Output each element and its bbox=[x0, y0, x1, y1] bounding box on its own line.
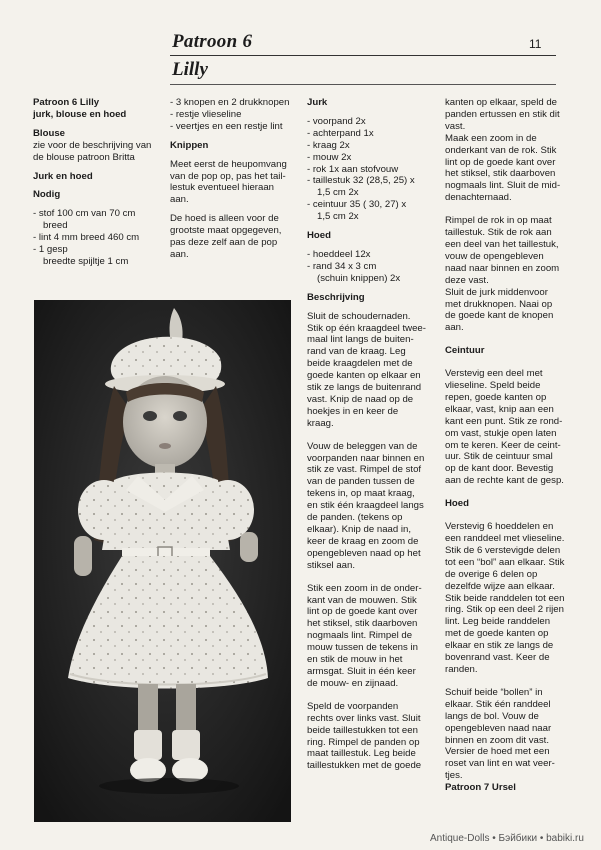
text-line: maat taillestuk. Leg beide bbox=[307, 748, 416, 760]
cut-item: - hoeddeel 12x bbox=[307, 248, 371, 260]
text-line: de mouw- en zijnaad. bbox=[307, 677, 399, 689]
text-line: om te keren. Keer de ceint- bbox=[445, 439, 561, 451]
text-line: beide kraagdelen met de bbox=[307, 358, 413, 370]
text-line: kant van de mouwen. Stik bbox=[307, 594, 417, 606]
text-line: aan de rechte kant de gesp. bbox=[445, 475, 564, 487]
page-subtitle: Lilly bbox=[172, 59, 208, 80]
belt bbox=[122, 548, 210, 557]
text-line: Sluit de schoudernaden. bbox=[307, 310, 411, 322]
column-3 bbox=[307, 97, 437, 772]
jurk-hoed-heading: Jurk en hoed bbox=[33, 170, 93, 182]
text-line: ring. Stik op een deel 2 rijen bbox=[445, 604, 564, 616]
text-line: en stik één kraagdeel langs bbox=[307, 500, 424, 512]
text-line: aan. bbox=[445, 322, 464, 334]
paragraph bbox=[307, 583, 437, 690]
text-line: roset van lint en wat veer- bbox=[445, 758, 555, 770]
paragraph bbox=[445, 215, 575, 334]
text-line: de goede kant de knopen bbox=[445, 310, 554, 322]
hoed-note-line: grootste maat opgegeven, bbox=[170, 225, 282, 237]
paragraph bbox=[445, 97, 575, 204]
cut-item: - rand 34 x 3 cm bbox=[307, 260, 377, 272]
text-line: uur. Stik de ceintuur smal bbox=[445, 451, 553, 463]
text-line: op de kant door. Bevestig bbox=[445, 463, 554, 475]
text-line: Stik de 6 verstevigde delen bbox=[445, 544, 561, 556]
knippen-line: aan. bbox=[170, 194, 189, 206]
text-line: opengebleven naad op het bbox=[307, 547, 421, 559]
text-line: deze vast. bbox=[445, 274, 489, 286]
text-line: stik ze vast. Rimpel de stof bbox=[307, 464, 422, 476]
blouse-text-line: de blouse patroon Britta bbox=[33, 151, 135, 163]
text-line: naad naar binnen en zoom bbox=[445, 262, 560, 274]
cut-item: - ceintuur 35 ( 30, 27) x bbox=[307, 199, 407, 211]
text-line: randen. bbox=[445, 663, 478, 675]
paragraph bbox=[445, 368, 575, 487]
header-rule bbox=[170, 55, 556, 56]
blouse-heading: Blouse bbox=[33, 127, 65, 139]
text-line: rechts over links vast. Sluit bbox=[307, 712, 421, 724]
doll-illustration bbox=[34, 300, 291, 822]
blouse-text-line: zie voor de beschrijving van bbox=[33, 139, 152, 151]
next-pattern-label: Patroon 7 Ursel bbox=[445, 782, 516, 794]
text-line: hoekjes in en keer de bbox=[307, 405, 399, 417]
text-line: armsgat. Sluit in één keer bbox=[307, 665, 416, 677]
text-line: vlieseline. Speld beide bbox=[445, 380, 541, 392]
text-line: en stik de mouw in het bbox=[307, 654, 403, 666]
text-line: dezelfde wijze aan elkaar. bbox=[445, 580, 555, 592]
cut-item-cont: 1,5 cm 2x bbox=[317, 211, 359, 223]
hoed-note-line: aan. bbox=[170, 248, 189, 260]
nodig-heading: Nodig bbox=[33, 189, 61, 201]
text-line: goede kanten op elkaar en bbox=[307, 370, 421, 382]
text-line: stik ze langs de buitenrand bbox=[307, 382, 422, 394]
pattern-subtitle: jurk, blouse en hoed bbox=[33, 108, 127, 120]
text-line: met drukknopen. Naai op bbox=[445, 298, 553, 310]
material-item: - restje vlieseline bbox=[170, 108, 242, 120]
text-line: nogmaals lint. Sluit de mid- bbox=[445, 180, 561, 192]
hoed-note-line: pas deze zelf aan de pop bbox=[170, 237, 278, 249]
text-line: kraag. bbox=[307, 417, 334, 429]
column-1 bbox=[33, 97, 163, 268]
text-line: beide taillestukken tot een bbox=[307, 724, 418, 736]
text-line: voorpanden naar binnen en bbox=[307, 452, 425, 464]
text-line: lint op de goede kant over bbox=[445, 156, 556, 168]
text-line: langs de bol. Vouw de bbox=[445, 710, 539, 722]
text-line: Schuif beide “bollen” in bbox=[445, 686, 543, 698]
watermark: Antique-Dolls • Бэйбики • babiki.ru bbox=[430, 833, 584, 844]
paragraph bbox=[307, 441, 437, 572]
cut-item: - voorpand 2x bbox=[307, 115, 366, 127]
knippen-line: van de pop op, pas het tail- bbox=[170, 170, 286, 182]
material-item: - 1 gesp bbox=[33, 244, 68, 256]
hoed-note-line: De hoed is alleen voor de bbox=[170, 213, 279, 225]
ceintuur-heading: Ceintuur bbox=[445, 345, 485, 357]
text-line: een randdeel met vlieseline. bbox=[445, 533, 565, 544]
text-line: stiksel aan. bbox=[307, 559, 355, 571]
text-line: elkaar. Stik één randdeel bbox=[445, 698, 551, 710]
text-line: binnen en zoom dit vast. bbox=[445, 734, 549, 746]
cut-item-cont: 1,5 cm 2x bbox=[317, 187, 359, 199]
text-line: tot een “bol” aan elkaar. Stik bbox=[445, 556, 565, 568]
pattern-title: Patroon 6 Lilly bbox=[33, 97, 100, 108]
text-line: keer de kraag en zoom de bbox=[307, 535, 419, 547]
header-rule-bottom bbox=[170, 84, 556, 85]
text-line: vast. bbox=[445, 120, 466, 132]
doll-photo bbox=[34, 300, 291, 822]
knippen-heading: Knippen bbox=[170, 139, 209, 151]
cut-item: - kraag 2x bbox=[307, 139, 350, 151]
text-line: vast. Knip de naad op de bbox=[307, 393, 414, 405]
text-line: Maak een zoom in de bbox=[445, 132, 537, 144]
text-line: Stik op één kraagdeel twee- bbox=[307, 322, 426, 334]
text-line: panden ertussen en stik dit bbox=[445, 108, 560, 120]
jurk-heading: Jurk bbox=[307, 97, 328, 108]
text-line: tekens in, op maat kraag, bbox=[307, 488, 415, 500]
text-line: om vast, stukje open laten bbox=[445, 427, 557, 439]
material-item: - stof 100 cm van 70 cm bbox=[33, 208, 136, 220]
text-line: kant een punt. Stik ze rond- bbox=[445, 415, 563, 427]
text-line: elkaar, vast, knip aan een bbox=[445, 403, 554, 415]
text-line: Verstevig een deel met bbox=[445, 368, 543, 380]
knippen-line: lestuk eventueel hieraan bbox=[170, 182, 275, 194]
text-line: Sluit de jurk middenvoor bbox=[445, 286, 548, 298]
text-line: het stiksel, stik daarboven bbox=[307, 618, 418, 630]
text-line: maal lint langs de buiten- bbox=[307, 334, 414, 346]
text-line: mouw tussen de tekens in bbox=[307, 642, 418, 654]
text-line: onderkant van de rok. Stik bbox=[445, 144, 557, 156]
material-item-cont: breed bbox=[43, 220, 68, 232]
text-line: de overige 6 delen op bbox=[445, 568, 538, 580]
text-line: opengebleven naad naar bbox=[445, 722, 552, 734]
page-title: Patroon 6 bbox=[172, 31, 253, 52]
text-line: vouw de opengebleven bbox=[445, 250, 544, 262]
text-line: Vouw de beleggen van de bbox=[307, 440, 418, 452]
column-2 bbox=[170, 97, 295, 261]
text-line: bovenrand vast. Keer de bbox=[445, 652, 550, 664]
text-line: Stik een zoom in de onder- bbox=[307, 582, 422, 594]
cut-item: - achterpand 1x bbox=[307, 127, 374, 139]
text-line: Stik beide randdelen tot een bbox=[445, 592, 565, 604]
text-line: taillestukken met de goede bbox=[307, 760, 422, 772]
knippen-line: Meet eerst de heupomvang bbox=[170, 158, 287, 170]
hoed-heading: Hoed bbox=[445, 498, 469, 510]
paragraph bbox=[307, 311, 437, 430]
text-line: repen, goede kanten op bbox=[445, 391, 547, 403]
left-sleeve bbox=[78, 480, 130, 540]
text-line: elkaar). Knip de naad in, bbox=[307, 524, 411, 535]
beschrijving-heading: Beschrijving bbox=[307, 291, 365, 303]
material-item-cont: breedte spijltje 1 cm bbox=[43, 255, 129, 267]
hoed-heading: Hoed bbox=[307, 230, 331, 242]
text-line: denachternaad. bbox=[445, 192, 512, 204]
text-line: lint op de goede kant over bbox=[307, 606, 418, 618]
text-line: Versier de hoed met een bbox=[445, 746, 550, 758]
cut-item: - taillestuk 32 (28,5, 25) x bbox=[307, 175, 415, 187]
text-line: Rimpel de rok in op maat bbox=[445, 215, 552, 227]
cut-item-cont: (schuin knippen) 2x bbox=[317, 272, 401, 284]
text-line: van de panden tussen de bbox=[307, 476, 415, 488]
text-line: Verstevig 6 hoeddelen en bbox=[445, 521, 554, 533]
text-line: het stiksel, stik daarboven bbox=[445, 168, 556, 180]
text-line: rand van de kraag. Leg bbox=[307, 346, 406, 358]
text-line: taillestuk. Stik de rok aan bbox=[445, 227, 552, 239]
text-line: tjes. bbox=[445, 770, 463, 782]
text-line: ring. Rimpel de panden op bbox=[307, 736, 420, 748]
page-number: 11 bbox=[529, 37, 542, 51]
cut-item: - rok 1x aan stofvouw bbox=[307, 163, 399, 175]
material-item: - 3 knopen en 2 drukknopen bbox=[170, 97, 290, 108]
cut-item: - mouw 2x bbox=[307, 151, 352, 163]
text-line: kanten op elkaar, speld de bbox=[445, 97, 558, 108]
paragraph bbox=[445, 521, 575, 676]
text-line: Speld de voorpanden bbox=[307, 700, 399, 712]
text-line: elkaar en stik ze langs de bbox=[445, 640, 554, 652]
column-4 bbox=[445, 97, 575, 794]
text-line: een deel van het taillestuk, bbox=[445, 238, 559, 250]
text-line: lint. Leg beide randdelen bbox=[445, 616, 551, 628]
text-line: met de goede kanten op bbox=[445, 628, 549, 640]
material-item: - lint 4 mm breed 460 cm bbox=[33, 232, 140, 244]
material-item: - veertjes en een restje lint bbox=[170, 120, 283, 132]
text-line: nogmaals lint. Rimpel de bbox=[307, 630, 413, 642]
text-line: de panden. (tekens op bbox=[307, 512, 403, 524]
right-sleeve bbox=[202, 480, 254, 540]
paragraph bbox=[445, 687, 575, 782]
paragraph bbox=[307, 701, 437, 772]
